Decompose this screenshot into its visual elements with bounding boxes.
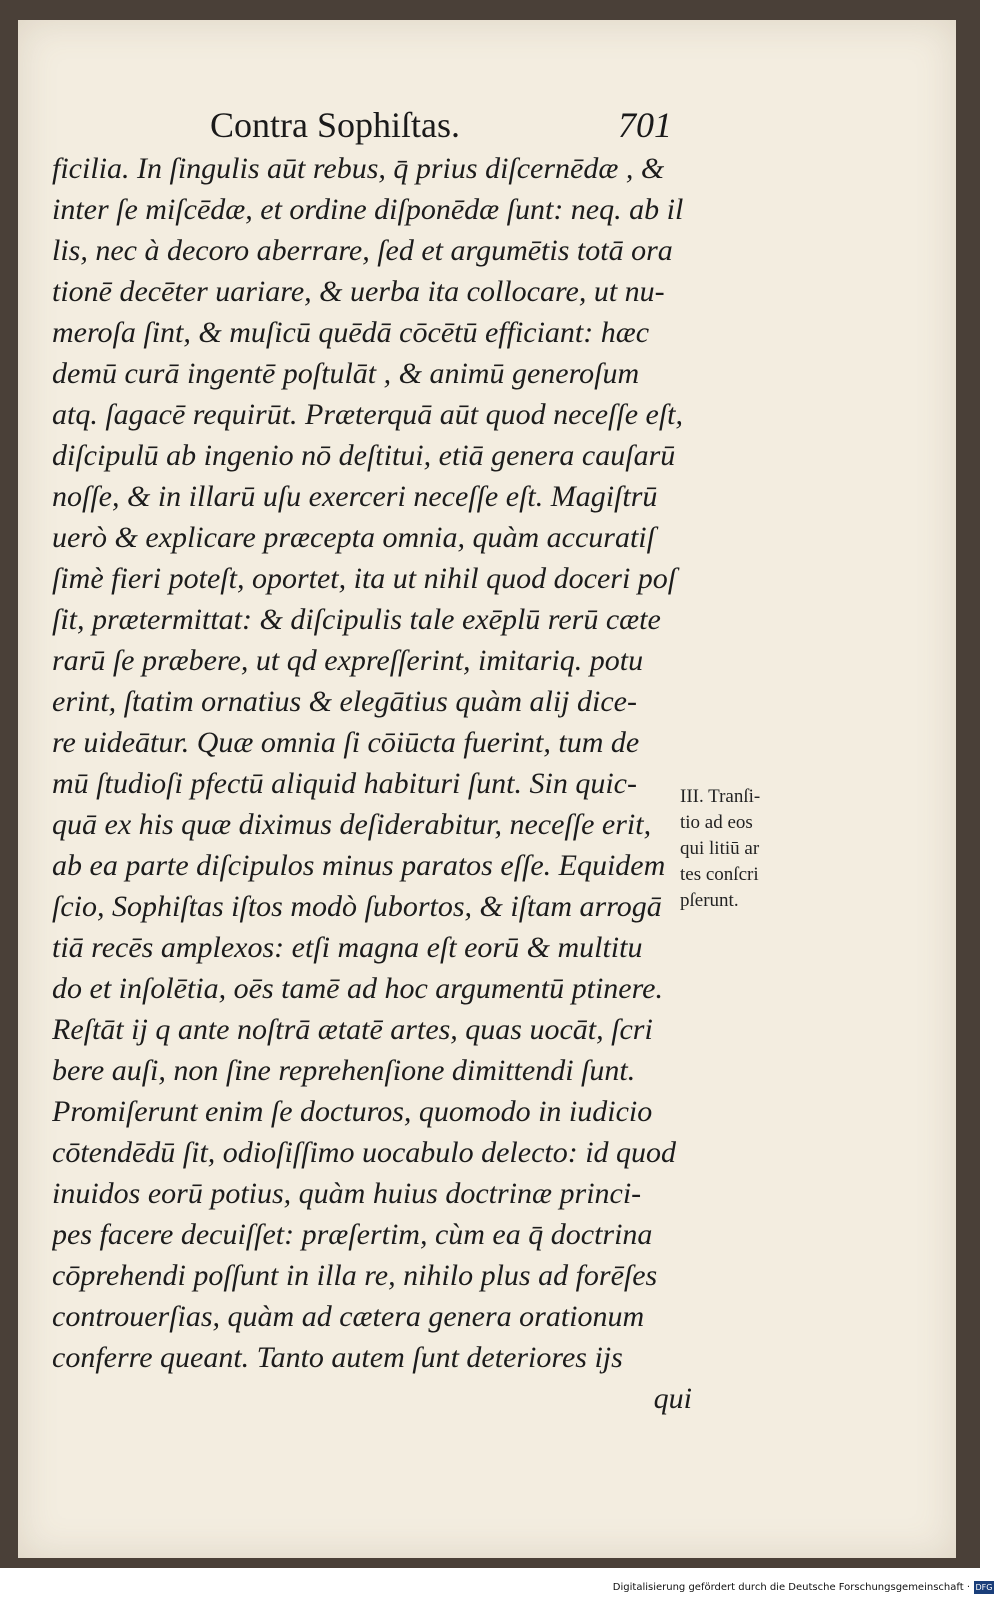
- text-line: atq. ſagacē requirūt. Præterquā aūt quod neceſſe eſt,: [52, 398, 683, 431]
- text-line: ſcio, Sophiſtas iſtos modò ſubortos, & iſtam arrogā: [52, 890, 662, 923]
- text-line: Reſtāt ij q ante noſtrā ætatē artes, quas uocāt, ſcri: [52, 1013, 653, 1046]
- text-line: quā ex his quæ diximus deſiderabitur, neceſſe erit,: [52, 808, 652, 841]
- text-line: bere auſi, non ſine reprehenſione dimittendi ſunt.: [52, 1054, 636, 1087]
- text-line: lis, nec à decoro aberrare, ſed et argumētis totā ora: [52, 234, 673, 267]
- marginal-note-line: III. Tranſi-: [680, 786, 761, 807]
- text-line: ſimè fieri poteſt, oportet, ita ut nihil quod doceri poſ: [52, 562, 677, 595]
- text-line: noſſe, & in illarū uſu exerceri neceſſe eſt. Magiſtrū: [52, 480, 658, 513]
- text-line: rarū ſe præbere, ut qd expreſſerint, imitariq. potu: [52, 644, 644, 677]
- text-line: ab ea parte diſcipulos minus paratos eſſe. Equidem: [52, 849, 666, 882]
- dfg-logo: DFG: [975, 1583, 993, 1592]
- catchword: qui: [653, 1382, 692, 1415]
- marginal-note-line: qui litiū ar: [680, 838, 760, 859]
- text-line: Promiſerunt enim ſe docturos, quomodo in iudicio: [52, 1095, 653, 1128]
- running-head: Contra Sophiſtas.: [210, 105, 460, 145]
- text-line: inuidos eorū potius, quàm huius doctrinæ princi-: [52, 1177, 642, 1210]
- page-number: 701: [618, 105, 672, 145]
- text-line: demū curā ingentē poſtulāt , & animū generoſum: [52, 357, 640, 390]
- text-line: ficilia. In ſingulis aūt rebus, q̄ prius diſcernēdæ , &: [52, 152, 665, 185]
- text-line: tionē decēter uariare, & uerba ita collocare, ut nu-: [52, 275, 665, 308]
- text-line: meroſa ſint, & muſicū quēdā cōcētū efficiant: hæc: [52, 316, 650, 349]
- marginal-note-line: pſerunt.: [680, 890, 739, 911]
- text-line: do et inſolētia, oēs tamē ad hoc argumentū ptinere.: [52, 972, 664, 1005]
- text-line: pes facere decuiſſet: præſertim, cùm ea q̄ doctrina: [52, 1218, 653, 1251]
- marginal-note: [680, 784, 810, 914]
- digitization-credit: Digitalisierung gefördert durch die Deutsche Forschungsgemeinschaft ·: [612, 1582, 970, 1593]
- text-line: cōprehendi poſſunt in illa re, nihilo plus ad forēſes: [52, 1259, 658, 1292]
- text-line: controuerſias, quàm ad cætera genera orationum: [52, 1300, 645, 1333]
- body-text: [52, 148, 692, 1419]
- book-page: [18, 20, 956, 1558]
- text-line: uerò & explicare præcepta omnia, quàm accuratiſ: [52, 521, 655, 554]
- text-line: inter ſe miſcēdæ, et ordine diſponēdæ ſunt: neq. ab il: [52, 193, 684, 226]
- text-line: mū ſtudioſi pfectū aliquid habituri ſunt. Sin quic-: [52, 767, 637, 800]
- marginal-note-line: tes conſcri: [680, 864, 759, 885]
- marginal-note-line: tio ad eos: [680, 812, 753, 833]
- text-line: tiā recēs amplexos: etſi magna eſt eorū & multitu: [52, 931, 643, 964]
- text-line: re uideātur. Quæ omnia ſi cōiūcta fuerint, tum de: [52, 726, 640, 759]
- text-line: ſit, prætermittat: & diſcipulis tale exēplū rerū cæte: [52, 603, 661, 636]
- text-line: conferre queant. Tanto autem ſunt deteriores ijs: [52, 1341, 623, 1374]
- text-line: cōtendēdū ſit, odioſiſſimo uocabulo delecto: id quod: [52, 1136, 677, 1169]
- text-line: diſcipulū ab ingenio nō deſtitui, etiā genera cauſarū: [52, 439, 676, 472]
- text-line: erint, ſtatim ornatius & elegātius quàm alij dice-: [52, 685, 637, 718]
